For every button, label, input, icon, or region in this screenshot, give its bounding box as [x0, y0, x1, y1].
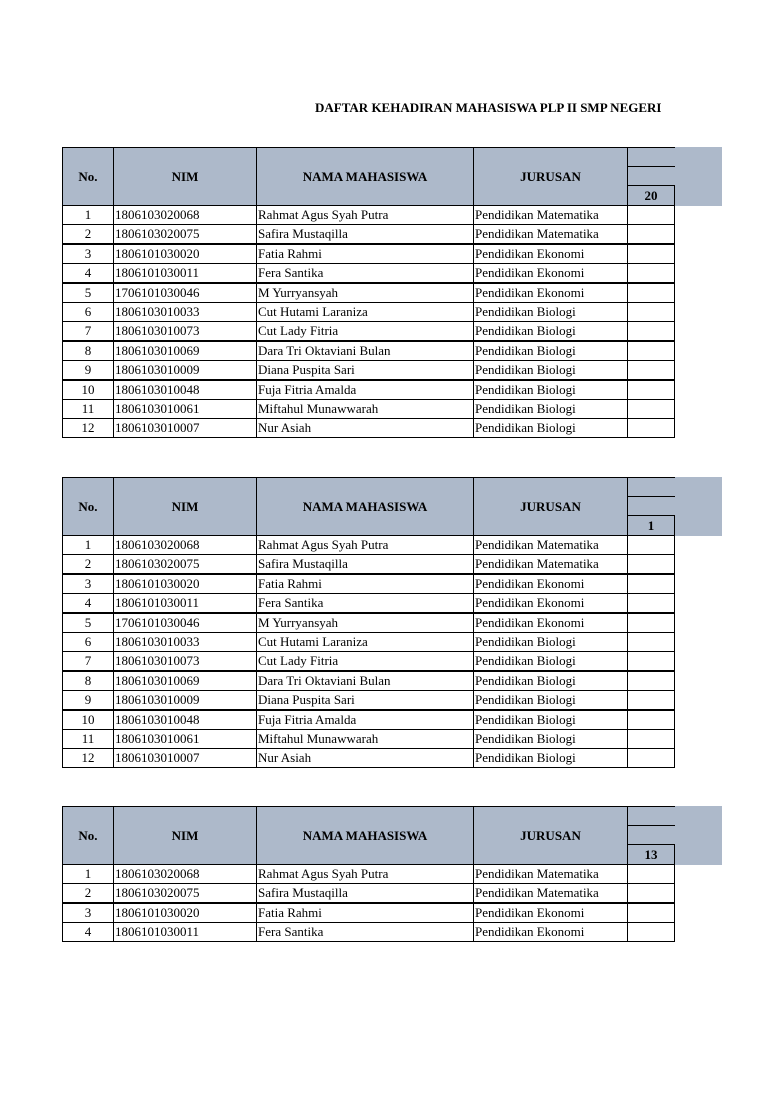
cell-jurusan: Pendidikan Matematika	[473, 554, 628, 574]
attendance-table-1	[62, 147, 722, 447]
cell-nim: 1806103020068	[113, 205, 257, 225]
cell-jurusan: Pendidikan Ekonomi	[473, 613, 628, 633]
cell-nama: Rahmat Agus Syah Putra	[256, 864, 474, 884]
cell-nama: Safira Mustaqilla	[256, 224, 474, 244]
cell-nim: 1806103010048	[113, 380, 257, 400]
cell-jurusan: Pendidikan Ekonomi	[473, 903, 628, 923]
cell-attendance[interactable]	[627, 224, 675, 244]
header-no: No.	[62, 477, 114, 536]
cell-jurusan: Pendidikan Ekonomi	[473, 593, 628, 613]
cell-jurusan: Pendidikan Biologi	[473, 418, 628, 438]
cell-nama: Miftahul Munawwarah	[256, 399, 474, 419]
date-label: 20	[627, 185, 675, 206]
cell-jurusan: Pendidikan Biologi	[473, 748, 628, 768]
cell-nama: Cut Hutami Laraniza	[256, 632, 474, 652]
date-label: 13	[627, 844, 675, 865]
cell-no: 1	[62, 864, 114, 884]
cell-nim: 1806103010048	[113, 710, 257, 730]
cell-attendance[interactable]	[627, 671, 675, 691]
cell-no: 5	[62, 283, 114, 303]
cell-nama: Cut Hutami Laraniza	[256, 302, 474, 322]
cell-nama: Safira Mustaqilla	[256, 554, 474, 574]
cell-no: 4	[62, 593, 114, 613]
cell-nama: Dara Tri Oktaviani Bulan	[256, 671, 474, 691]
cell-attendance[interactable]	[627, 399, 675, 419]
cell-jurusan: Pendidikan Biologi	[473, 632, 628, 652]
cell-no: 3	[62, 903, 114, 923]
cell-jurusan: Pendidikan Matematika	[473, 224, 628, 244]
cell-attendance[interactable]	[627, 710, 675, 730]
cell-attendance[interactable]	[627, 263, 675, 283]
cell-attendance[interactable]	[627, 418, 675, 438]
cell-nim: 1806101030011	[113, 593, 257, 613]
header-no: No.	[62, 806, 114, 865]
cell-no: 4	[62, 263, 114, 283]
cell-nim: 1806101030020	[113, 574, 257, 594]
cell-no: 3	[62, 244, 114, 264]
cell-no: 10	[62, 380, 114, 400]
cell-no: 5	[62, 613, 114, 633]
cell-no: 4	[62, 922, 114, 942]
cell-no: 7	[62, 651, 114, 671]
header-jurusan: JURUSAN	[473, 477, 628, 536]
cell-no: 2	[62, 883, 114, 903]
cell-attendance[interactable]	[627, 729, 675, 749]
header-nim: NIM	[113, 147, 257, 206]
cell-nim: 1806103010073	[113, 651, 257, 671]
cell-nama: Nur Asiah	[256, 748, 474, 768]
cell-attendance[interactable]	[627, 903, 675, 923]
date-header	[627, 477, 722, 536]
cell-nama: Fatia Rahmi	[256, 244, 474, 264]
cell-attendance[interactable]	[627, 360, 675, 380]
cell-jurusan: Pendidikan Biologi	[473, 729, 628, 749]
cell-no: 8	[62, 671, 114, 691]
cell-attendance[interactable]	[627, 574, 675, 594]
cell-nim: 1806103020075	[113, 554, 257, 574]
cell-no: 11	[62, 729, 114, 749]
cell-no: 12	[62, 748, 114, 768]
cell-jurusan: Pendidikan Matematika	[473, 864, 628, 884]
cell-nim: 1806103010033	[113, 632, 257, 652]
cell-jurusan: Pendidikan Ekonomi	[473, 283, 628, 303]
cell-attendance[interactable]	[627, 302, 675, 322]
cell-attendance[interactable]	[627, 922, 675, 942]
cell-jurusan: Pendidikan Biologi	[473, 399, 628, 419]
header-nama: NAMA MAHASISWA	[256, 147, 474, 206]
page-title: DAFTAR KEHADIRAN MAHASISWA PLP II SMP NEGERI	[315, 100, 662, 115]
cell-jurusan: Pendidikan Biologi	[473, 321, 628, 341]
cell-nim: 1806101030011	[113, 263, 257, 283]
cell-nama: M Yurryansyah	[256, 283, 474, 303]
cell-no: 10	[62, 710, 114, 730]
cell-jurusan: Pendidikan Biologi	[473, 710, 628, 730]
cell-no: 6	[62, 632, 114, 652]
cell-attendance[interactable]	[627, 380, 675, 400]
cell-nama: Diana Puspita Sari	[256, 690, 474, 710]
cell-attendance[interactable]	[627, 864, 675, 884]
cell-no: 2	[62, 554, 114, 574]
cell-nim: 1806103010061	[113, 729, 257, 749]
date-header	[627, 147, 722, 206]
cell-nim: 1806103020068	[113, 864, 257, 884]
cell-jurusan: Pendidikan Ekonomi	[473, 244, 628, 264]
cell-no: 12	[62, 418, 114, 438]
header-nim: NIM	[113, 477, 257, 536]
cell-nama: Fuja Fitria Amalda	[256, 380, 474, 400]
cell-nim: 1806103010061	[113, 399, 257, 419]
cell-jurusan: Pendidikan Biologi	[473, 651, 628, 671]
cell-attendance[interactable]	[627, 651, 675, 671]
cell-nama: Safira Mustaqilla	[256, 883, 474, 903]
cell-nama: Nur Asiah	[256, 418, 474, 438]
cell-attendance[interactable]	[627, 690, 675, 710]
cell-nama: Cut Lady Fitria	[256, 321, 474, 341]
cell-nim: 1806101030011	[113, 922, 257, 942]
cell-nama: M Yurryansyah	[256, 613, 474, 633]
cell-attendance[interactable]	[627, 283, 675, 303]
cell-no: 9	[62, 360, 114, 380]
header-no: No.	[62, 147, 114, 206]
cell-nama: Rahmat Agus Syah Putra	[256, 535, 474, 555]
cell-no: 3	[62, 574, 114, 594]
cell-nim: 1706101030046	[113, 613, 257, 633]
cell-attendance[interactable]	[627, 632, 675, 652]
cell-attendance[interactable]	[627, 321, 675, 341]
cell-attendance[interactable]	[627, 244, 675, 264]
cell-no: 2	[62, 224, 114, 244]
cell-jurusan: Pendidikan Ekonomi	[473, 263, 628, 283]
cell-nim: 1806103010069	[113, 341, 257, 361]
cell-attendance[interactable]	[627, 554, 675, 574]
cell-no: 7	[62, 321, 114, 341]
cell-nama: Rahmat Agus Syah Putra	[256, 205, 474, 225]
header-nim: NIM	[113, 806, 257, 865]
cell-nim: 1806103020068	[113, 535, 257, 555]
cell-nim: 1806103010009	[113, 360, 257, 380]
cell-attendance[interactable]	[627, 535, 675, 555]
cell-jurusan: Pendidikan Ekonomi	[473, 922, 628, 942]
cell-nama: Dara Tri Oktaviani Bulan	[256, 341, 474, 361]
cell-nim: 1806103010033	[113, 302, 257, 322]
date-label: 1	[627, 515, 675, 536]
cell-jurusan: Pendidikan Biologi	[473, 690, 628, 710]
cell-jurusan: Pendidikan Biologi	[473, 341, 628, 361]
cell-nim: 1806103010009	[113, 690, 257, 710]
cell-jurusan: Pendidikan Ekonomi	[473, 574, 628, 594]
cell-nim: 1806103010073	[113, 321, 257, 341]
cell-no: 1	[62, 205, 114, 225]
cell-nama: Fera Santika	[256, 922, 474, 942]
cell-jurusan: Pendidikan Matematika	[473, 883, 628, 903]
cell-nim: 1806103010069	[113, 671, 257, 691]
cell-jurusan: Pendidikan Matematika	[473, 535, 628, 555]
cell-no: 6	[62, 302, 114, 322]
cell-nim: 1806103020075	[113, 224, 257, 244]
cell-nim: 1806101030020	[113, 903, 257, 923]
cell-attendance[interactable]	[627, 748, 675, 768]
date-header	[627, 806, 722, 865]
cell-jurusan: Pendidikan Biologi	[473, 302, 628, 322]
cell-no: 11	[62, 399, 114, 419]
cell-nama: Fatia Rahmi	[256, 574, 474, 594]
cell-no: 1	[62, 535, 114, 555]
header-nama: NAMA MAHASISWA	[256, 477, 474, 536]
cell-nim: 1806103010007	[113, 748, 257, 768]
cell-attendance[interactable]	[627, 205, 675, 225]
header-jurusan: JURUSAN	[473, 147, 628, 206]
cell-jurusan: Pendidikan Matematika	[473, 205, 628, 225]
cell-nim: 1806103010007	[113, 418, 257, 438]
cell-jurusan: Pendidikan Biologi	[473, 360, 628, 380]
cell-nim: 1806101030020	[113, 244, 257, 264]
cell-nama: Cut Lady Fitria	[256, 651, 474, 671]
cell-nama: Fuja Fitria Amalda	[256, 710, 474, 730]
attendance-table-2	[62, 477, 722, 777]
cell-nama: Miftahul Munawwarah	[256, 729, 474, 749]
attendance-table-3	[62, 806, 722, 1106]
cell-jurusan: Pendidikan Biologi	[473, 671, 628, 691]
cell-nim: 1806103020075	[113, 883, 257, 903]
cell-attendance[interactable]	[627, 593, 675, 613]
cell-nama: Fatia Rahmi	[256, 903, 474, 923]
cell-no: 9	[62, 690, 114, 710]
cell-attendance[interactable]	[627, 883, 675, 903]
cell-nama: Fera Santika	[256, 593, 474, 613]
cell-nim: 1706101030046	[113, 283, 257, 303]
cell-jurusan: Pendidikan Biologi	[473, 380, 628, 400]
header-jurusan: JURUSAN	[473, 806, 628, 865]
cell-nama: Fera Santika	[256, 263, 474, 283]
cell-attendance[interactable]	[627, 341, 675, 361]
cell-no: 8	[62, 341, 114, 361]
cell-nama: Diana Puspita Sari	[256, 360, 474, 380]
cell-attendance[interactable]	[627, 613, 675, 633]
header-nama: NAMA MAHASISWA	[256, 806, 474, 865]
